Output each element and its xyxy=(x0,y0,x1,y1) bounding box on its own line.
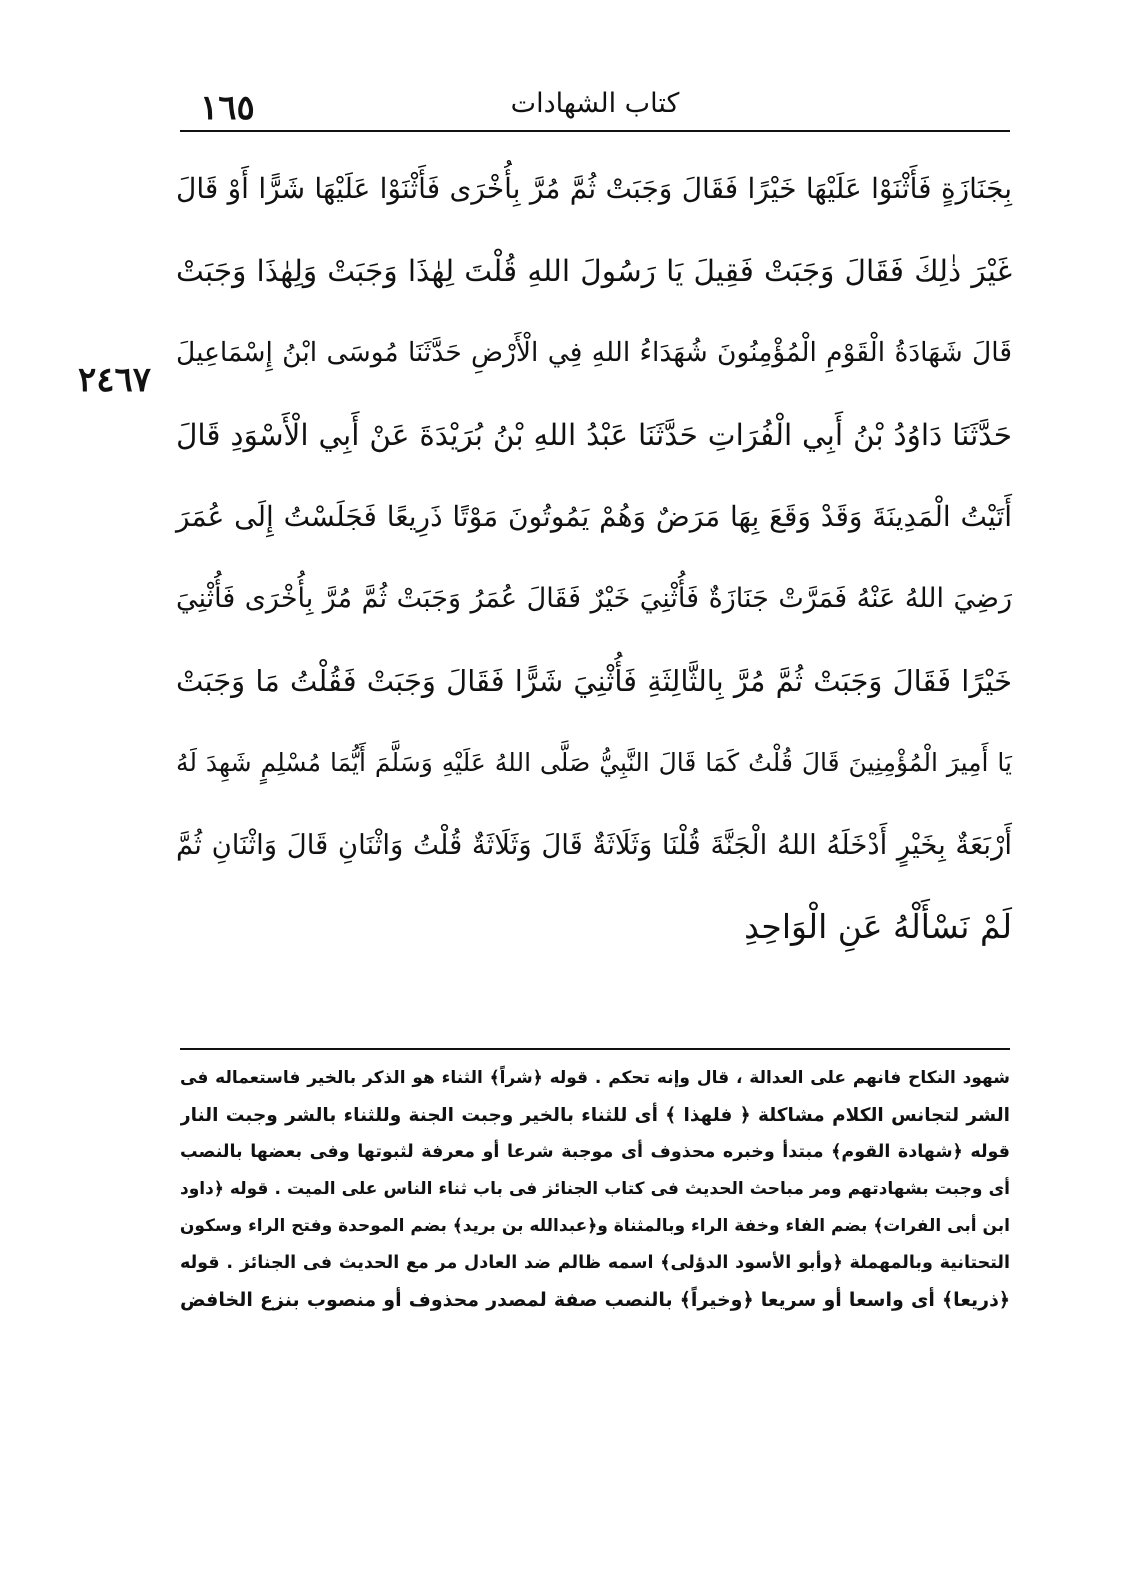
footnote-line: الشر لتجانس الكلام مشاكلة ﴿ فلهذا ﴾ أى للثناء بالخير وجبت الجنة وللثناء بالشر وجبت النار xyxy=(180,1105,1010,1126)
main-text-line: لَمْ نَسْأَلْهُ عَنِ الْوَاحِدِ xyxy=(744,907,1012,946)
main-text-line: أَرْبَعَةٌ بِخَيْرٍ أَدْخَلَهُ اللهُ الْجَنَّةَ قُلْنَا وَثَلَاثَةٌ قَالَ وَثَلَاثَةٌ قُلْتُ وَاثْنَانِ قَالَ وَاثْنَانِ ثُمَّ xyxy=(176,829,1012,861)
footnote-line: قوله ﴿شهادة القوم﴾ مبتدأ وخبره محذوف أى موجبة شرعا أو معرفة لثبوتها وفى بعضها بالنصب xyxy=(180,1142,1010,1162)
main-text-line: حَدَّثَنَا دَاوُدُ بْنُ أَبِي الْفُرَاتِ حَدَّثَنَا عَبْدُ اللهِ بْنُ بُرَيْدَةَ عَنْ أَبِي الْأَسْوَدِ قَالَ xyxy=(176,418,1012,452)
footnote-line: ابن أبى الفرات﴾ بضم الفاء وخفة الراء وبالمثناة و﴿عبدالله بن بريد﴾ بضم الموحدة وفتح الراء وسكون xyxy=(180,1216,1010,1236)
footnotes xyxy=(180,1060,1010,1319)
footnote-line: أى وجبت بشهادتهم ومر مباحث الحديث فى كتاب الجنائز فى باب ثناء الناس على الميت . قوله ﴿داود xyxy=(180,1179,1010,1199)
footnote-line: شهود النكاح فانهم على العدالة ، قال وإنه تحكم . قوله ﴿شراً﴾ الثناء هو الذكر بالخير فاستعماله فى xyxy=(180,1068,1010,1088)
main-text-line: يَا أَمِيرَ الْمُؤْمِنِينَ قَالَ قُلْتُ كَمَا قَالَ النَّبِيُّ صَلَّى اللهُ عَلَيْهِ وَسَلَّمَ أَيُّمَا مُسْلِمٍ شَهِدَ لَهُ xyxy=(176,748,1012,777)
page-header xyxy=(180,82,1010,128)
main-text-line: رَضِيَ اللهُ عَنْهُ فَمَرَّتْ جَنَازَةٌ فَأُثْنِيَ خَيْرٌ فَقَالَ عُمَرُ وَجَبَتْ ثُمَّ مُرَّ بِأُخْرَى فَأُثْنِيَ xyxy=(176,583,1012,614)
running-title: كتاب الشهادات xyxy=(510,88,680,119)
main-text-line: غَيْرَ ذٰلِكَ فَقَالَ وَجَبَتْ فَقِيلَ يَا رَسُولَ اللهِ قُلْتَ لِهٰذَا وَجَبَتْ وَلِهٰذَا وَجَبَتْ xyxy=(176,254,1012,288)
main-text-line: قَالَ شَهَادَةُ الْقَوْمِ الْمُؤْمِنُونَ شُهَدَاءُ اللهِ فِي الْأَرْضِ حَدَّثَنَا مُوسَى ابْنُ إِسْمَاعِيلَ xyxy=(176,337,1012,368)
main-text-line: خَيْرًا فَقَالَ وَجَبَتْ ثُمَّ مُرَّ بِالثَّالِثَةِ فَأُثْنِيَ شَرًّا فَقَالَ وَجَبَتْ فَقُلْتُ مَا وَجَبَتْ xyxy=(176,664,1012,698)
hadith-number: ٢٤٦٧ xyxy=(78,360,152,400)
page-number: ١٦٥ xyxy=(200,88,255,128)
main-text-line: أَتَيْتُ الْمَدِينَةَ وَقَدْ وَقَعَ بِهَا مَرَضٌ وَهُمْ يَمُوتُونَ مَوْتًا ذَرِيعًا فَجَلَسْتُ إِلَى عُمَرَ xyxy=(176,500,1012,533)
footnote-rule xyxy=(180,1048,1010,1050)
footnote-line: التحتانية وبالمهملة ﴿وأبو الأسود الدؤلى﴾ اسمه ظالم ضد العادل مر مع الحديث فى الجنائز . قوله xyxy=(180,1253,1010,1273)
header-rule xyxy=(180,130,1010,132)
footnote-line: ﴿ذريعا﴾ أى واسعا أو سريعا ﴿وخيراً﴾ بالنصب صفة لمصدر محذوف أو منصوب بنزع الخافض xyxy=(180,1289,1010,1311)
main-text xyxy=(176,148,1012,968)
main-text-line: بِجَنَازَةٍ فَأَثْنَوْا عَلَيْهَا خَيْرًا فَقَالَ وَجَبَتْ ثُمَّ مُرَّ بِأُخْرَى فَأَثْنَوْا عَلَيْهَا شَرًّا أَوْ قَالَ xyxy=(176,172,1012,205)
